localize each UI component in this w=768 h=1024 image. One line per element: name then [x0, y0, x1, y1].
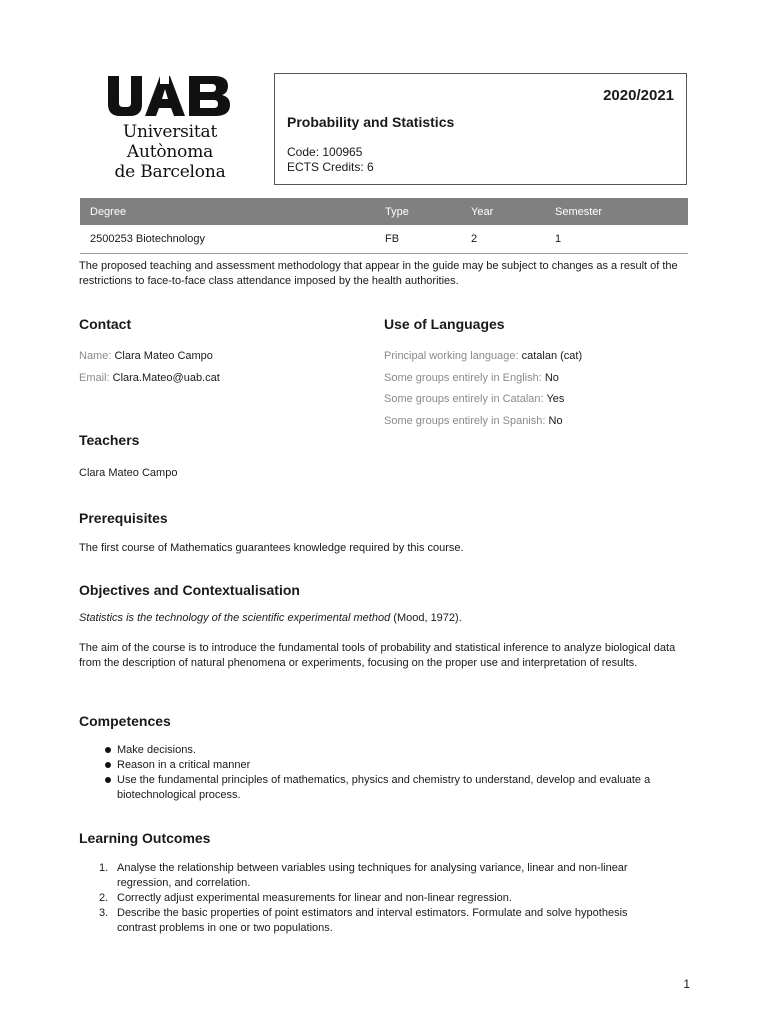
contact-name-label: Name: — [79, 350, 112, 362]
language-value: No — [548, 415, 563, 427]
university-name-line1: Universitat Autònoma — [122, 122, 218, 162]
cell-year: 2 — [461, 225, 545, 254]
contact-email-label: Email: — [79, 372, 110, 384]
subject-title: Probability and Statistics — [287, 114, 455, 130]
language-label: Some groups entirely in Spanish: — [384, 415, 546, 427]
language-item — [384, 350, 582, 362]
contact-name — [79, 350, 213, 362]
languages-heading: Use of Languages — [384, 316, 505, 332]
language-label: Principal working language: — [384, 350, 519, 362]
list-item — [79, 906, 689, 936]
competences-heading: Competences — [79, 713, 171, 729]
teacher-name: Clara Mateo Campo — [79, 467, 178, 479]
column-header-degree: Degree — [80, 198, 375, 225]
list-item: Reason in a critical manner — [79, 758, 689, 773]
language-item — [384, 415, 563, 427]
list-item-text: Correctly adjust experimental measurements for linear and non-linear regression. — [117, 892, 512, 904]
objectives-heading: Objectives and Contextualisation — [79, 582, 300, 598]
table-row — [80, 225, 688, 254]
subject-credits: ECTS Credits: 6 — [287, 160, 374, 174]
list-item — [79, 891, 689, 906]
language-label: Some groups entirely in English: — [384, 372, 542, 384]
list-item-text: Describe the basic properties of point estimators and interval estimators. Formulate and solve hypothesis contrast problems in one or two populations. — [117, 907, 628, 934]
uab-logo-icon — [108, 76, 232, 116]
university-logo — [82, 76, 258, 182]
subject-code: Code: 100965 — [287, 145, 363, 159]
competences-list — [79, 743, 689, 803]
objectives-quote — [79, 611, 689, 626]
table-header-row — [80, 198, 688, 225]
contact-name-value: Clara Mateo Campo — [114, 350, 213, 362]
language-label: Some groups entirely in Catalan: — [384, 393, 544, 405]
column-header-type: Type — [375, 198, 461, 225]
list-number: 2. — [99, 892, 109, 904]
subject-info-box — [274, 73, 687, 185]
teachers-heading: Teachers — [79, 432, 140, 448]
language-item — [384, 372, 559, 384]
column-header-year: Year — [461, 198, 545, 225]
language-item — [384, 393, 564, 405]
list-number: 1. — [99, 862, 109, 874]
quote-source: (Mood, 1972). — [390, 612, 462, 624]
list-item: Use the fundamental principles of mathematics, physics and chemistry to understand, develop and evaluate a biotechnological process. — [79, 773, 689, 803]
list-item: Make decisions. — [79, 743, 689, 758]
learning-outcomes-heading: Learning Outcomes — [79, 830, 211, 846]
list-item — [79, 861, 689, 891]
learning-outcomes-list — [79, 861, 689, 936]
contact-email — [79, 372, 220, 384]
academic-year: 2020/2021 — [603, 87, 674, 104]
cell-semester: 1 — [545, 225, 688, 254]
language-value: catalan (cat) — [521, 350, 583, 362]
page-number: 1 — [683, 977, 690, 991]
contact-email-value[interactable]: Clara.Mateo@uab.cat — [112, 372, 220, 384]
methodology-notice: The proposed teaching and assessment methodology that appear in the guide may be subject to changes as a result of the restrictions to face-to-face class attendance imposed by the health authorities. — [79, 260, 678, 287]
cell-degree: 2500253 Biotechnology — [80, 225, 375, 254]
university-name-line2: de Barcelona — [114, 162, 226, 182]
language-value: No — [544, 372, 559, 384]
cell-type: FB — [375, 225, 461, 254]
degree-table — [80, 198, 688, 254]
column-header-semester: Semester — [545, 198, 688, 225]
quote-text: Statistics is the technology of the scientific experimental method — [79, 612, 391, 624]
list-item-text: Analyse the relationship between variables using techniques for analysing variance, linear and non-linear regression, and correlation. — [117, 862, 628, 889]
list-number: 3. — [99, 907, 109, 919]
prerequisites-text: The first course of Mathematics guarantees knowledge required by this course. — [79, 542, 464, 554]
contact-heading: Contact — [79, 316, 132, 332]
language-value: Yes — [546, 393, 565, 405]
objectives-text: The aim of the course is to introduce the fundamental tools of probability and statistical inference to analyze biological data from the description of natural phenomena or experiments, focusing on the proper use and interpretation of results. — [79, 642, 676, 669]
prerequisites-heading: Prerequisites — [79, 510, 168, 526]
